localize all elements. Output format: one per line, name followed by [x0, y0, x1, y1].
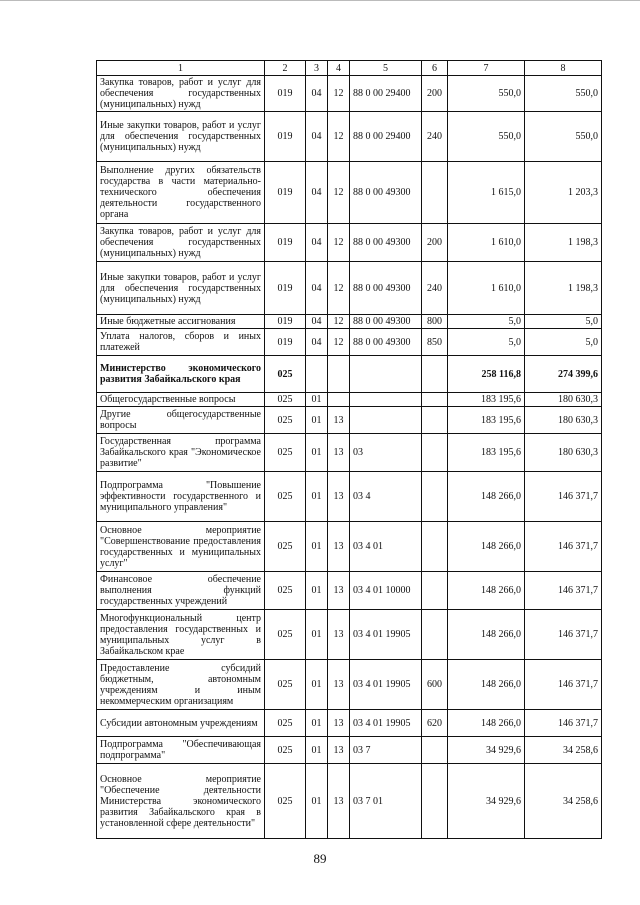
- row-csr-cell: 03 4 01 19905: [350, 660, 422, 710]
- row-vr-cell: [422, 407, 448, 434]
- row-pr-cell: 13: [328, 472, 350, 522]
- row-rz-cell: 01: [306, 737, 328, 764]
- row-csr-cell: 88 0 00 29400: [350, 112, 422, 162]
- row-name-cell: Министерство экономического развития Забайкальского края: [97, 356, 265, 393]
- row-csr-cell: 03 4: [350, 472, 422, 522]
- row-value-2019-cell: 183 195,6: [448, 434, 525, 472]
- row-name-cell: Закупка товаров, работ и услуг для обеспечения государственных (муниципальных) нужд: [97, 224, 265, 262]
- row-rz-cell: 01: [306, 393, 328, 407]
- row-rz-cell: 01: [306, 660, 328, 710]
- row-pr-cell: 13: [328, 407, 350, 434]
- row-rz-cell: 01: [306, 610, 328, 660]
- row-value-2020-cell: 146 371,7: [525, 522, 602, 572]
- row-name-cell: Выполнение других обязательств государства в части материально-технического обеспечения деятельности государственного органа: [97, 162, 265, 224]
- row-pr-cell: 12: [328, 162, 350, 224]
- table-row: [97, 76, 602, 112]
- row-csr-cell: 03: [350, 434, 422, 472]
- row-value-2020-cell: 34 258,6: [525, 764, 602, 839]
- row-name-cell: Подпрограмма "Обеспечивающая подпрограмма": [97, 737, 265, 764]
- row-pr-cell: 13: [328, 660, 350, 710]
- row-csr-cell: [350, 356, 422, 393]
- row-ved-cell: 019: [265, 162, 306, 224]
- row-ved-cell: 025: [265, 434, 306, 472]
- row-vr-cell: 240: [422, 262, 448, 315]
- row-ved-cell: 019: [265, 76, 306, 112]
- row-value-2020-cell: 5,0: [525, 329, 602, 356]
- row-value-2020-cell: 180 630,3: [525, 407, 602, 434]
- row-name-cell: Закупка товаров, работ и услуг для обеспечения государственных (муниципальных) нужд: [97, 76, 265, 112]
- row-name-cell: Иные бюджетные ассигнования: [97, 315, 265, 329]
- row-vr-cell: 240: [422, 112, 448, 162]
- row-pr-cell: 13: [328, 610, 350, 660]
- row-csr-cell: 03 7: [350, 737, 422, 764]
- row-rz-cell: 01: [306, 434, 328, 472]
- row-ved-cell: 019: [265, 112, 306, 162]
- row-rz-cell: 04: [306, 224, 328, 262]
- table-row: [97, 407, 602, 434]
- row-pr-cell: [328, 393, 350, 407]
- row-rz-cell: 01: [306, 522, 328, 572]
- row-name-cell: Иные закупки товаров, работ и услуг для обеспечения государственных (муниципальных) нужд: [97, 112, 265, 162]
- col-header-2: 2: [265, 61, 306, 76]
- row-pr-cell: 12: [328, 315, 350, 329]
- row-vr-cell: [422, 737, 448, 764]
- row-rz-cell: 04: [306, 112, 328, 162]
- table-row: [97, 329, 602, 356]
- row-value-2019-cell: 1 615,0: [448, 162, 525, 224]
- row-vr-cell: [422, 572, 448, 610]
- row-csr-cell: 88 0 00 49300: [350, 329, 422, 356]
- row-ved-cell: 025: [265, 610, 306, 660]
- row-rz-cell: 01: [306, 407, 328, 434]
- row-pr-cell: 13: [328, 710, 350, 737]
- table-row: [97, 162, 602, 224]
- row-ved-cell: 025: [265, 572, 306, 610]
- row-csr-cell: 88 0 00 49300: [350, 262, 422, 315]
- table-row: [97, 393, 602, 407]
- table-row: [97, 434, 602, 472]
- row-ved-cell: 025: [265, 660, 306, 710]
- row-value-2019-cell: 148 266,0: [448, 472, 525, 522]
- row-value-2020-cell: 1 198,3: [525, 224, 602, 262]
- table-row: [97, 764, 602, 839]
- row-value-2020-cell: 180 630,3: [525, 393, 602, 407]
- row-csr-cell: 88 0 00 49300: [350, 162, 422, 224]
- row-pr-cell: 12: [328, 76, 350, 112]
- row-value-2019-cell: 183 195,6: [448, 393, 525, 407]
- col-header-6: 6: [422, 61, 448, 76]
- table-row: [97, 315, 602, 329]
- row-value-2019-cell: 550,0: [448, 112, 525, 162]
- row-csr-cell: 03 7 01: [350, 764, 422, 839]
- row-value-2020-cell: 34 258,6: [525, 737, 602, 764]
- row-pr-cell: 13: [328, 737, 350, 764]
- page-number: 89: [313, 851, 327, 866]
- row-value-2020-cell: 146 371,7: [525, 572, 602, 610]
- row-vr-cell: [422, 610, 448, 660]
- row-csr-cell: 88 0 00 49300: [350, 315, 422, 329]
- row-value-2019-cell: 550,0: [448, 76, 525, 112]
- col-header-3: 3: [306, 61, 328, 76]
- row-value-2020-cell: 146 371,7: [525, 472, 602, 522]
- row-ved-cell: 025: [265, 764, 306, 839]
- row-rz-cell: 01: [306, 572, 328, 610]
- row-value-2019-cell: 148 266,0: [448, 572, 525, 610]
- row-ved-cell: 019: [265, 224, 306, 262]
- row-value-2020-cell: 1 198,3: [525, 262, 602, 315]
- row-csr-cell: [350, 393, 422, 407]
- table-row: [97, 356, 602, 393]
- row-ved-cell: 019: [265, 262, 306, 315]
- row-ved-cell: 019: [265, 315, 306, 329]
- row-value-2019-cell: 34 929,6: [448, 764, 525, 839]
- row-ved-cell: 025: [265, 393, 306, 407]
- table-row: [97, 610, 602, 660]
- col-header-1: 1: [97, 61, 265, 76]
- row-pr-cell: 12: [328, 329, 350, 356]
- row-name-cell: Общегосударственные вопросы: [97, 393, 265, 407]
- row-rz-cell: 04: [306, 262, 328, 315]
- table-row: [97, 472, 602, 522]
- row-vr-cell: [422, 434, 448, 472]
- row-csr-cell: 88 0 00 49300: [350, 224, 422, 262]
- row-value-2019-cell: 1 610,0: [448, 262, 525, 315]
- row-vr-cell: 200: [422, 224, 448, 262]
- row-value-2020-cell: 550,0: [525, 112, 602, 162]
- row-vr-cell: 600: [422, 660, 448, 710]
- row-pr-cell: 13: [328, 764, 350, 839]
- row-value-2019-cell: 5,0: [448, 329, 525, 356]
- row-name-cell: Иные закупки товаров, работ и услуг для обеспечения государственных (муниципальных) нужд: [97, 262, 265, 315]
- row-name-cell: Предоставление субсидий бюджетным, автономным учреждениям и иным некоммерческим организациям: [97, 660, 265, 710]
- col-header-5: 5: [350, 61, 422, 76]
- row-csr-cell: [350, 407, 422, 434]
- row-ved-cell: 019: [265, 329, 306, 356]
- row-csr-cell: 03 4 01 10000: [350, 572, 422, 610]
- header-row: [97, 61, 602, 76]
- row-ved-cell: 025: [265, 737, 306, 764]
- row-rz-cell: 04: [306, 329, 328, 356]
- table-row: [97, 112, 602, 162]
- row-value-2020-cell: 146 371,7: [525, 710, 602, 737]
- table-body: [97, 76, 602, 839]
- table-row: [97, 660, 602, 710]
- row-pr-cell: 12: [328, 112, 350, 162]
- row-csr-cell: 03 4 01: [350, 522, 422, 572]
- row-name-cell: Основное мероприятие "Совершенствование предоставления государственных и муниципальных услуг": [97, 522, 265, 572]
- table-row: [97, 224, 602, 262]
- row-value-2019-cell: 183 195,6: [448, 407, 525, 434]
- row-rz-cell: 04: [306, 315, 328, 329]
- table-row: [97, 737, 602, 764]
- row-value-2020-cell: 1 203,3: [525, 162, 602, 224]
- row-rz-cell: 04: [306, 162, 328, 224]
- row-name-cell: Финансовое обеспечение выполнения функций государственных учреждений: [97, 572, 265, 610]
- row-name-cell: Государственная программа Забайкальского края "Экономическое развитие": [97, 434, 265, 472]
- row-rz-cell: 04: [306, 76, 328, 112]
- row-value-2019-cell: 148 266,0: [448, 522, 525, 572]
- row-rz-cell: 01: [306, 710, 328, 737]
- row-pr-cell: 12: [328, 224, 350, 262]
- row-value-2019-cell: 5,0: [448, 315, 525, 329]
- row-value-2019-cell: 148 266,0: [448, 710, 525, 737]
- row-value-2020-cell: 274 399,6: [525, 356, 602, 393]
- budget-table: [96, 60, 602, 839]
- row-vr-cell: [422, 162, 448, 224]
- row-vr-cell: 800: [422, 315, 448, 329]
- row-rz-cell: 01: [306, 472, 328, 522]
- row-vr-cell: 850: [422, 329, 448, 356]
- row-vr-cell: 620: [422, 710, 448, 737]
- row-value-2020-cell: 146 371,7: [525, 660, 602, 710]
- row-name-cell: Субсидии автономным учреждениям: [97, 710, 265, 737]
- row-vr-cell: [422, 393, 448, 407]
- col-header-4: 4: [328, 61, 350, 76]
- table-row: [97, 262, 602, 315]
- row-ved-cell: 025: [265, 356, 306, 393]
- row-value-2019-cell: 258 116,8: [448, 356, 525, 393]
- row-value-2019-cell: 34 929,6: [448, 737, 525, 764]
- col-header-8: 8: [525, 61, 602, 76]
- table-row: [97, 522, 602, 572]
- row-value-2019-cell: 1 610,0: [448, 224, 525, 262]
- row-vr-cell: 200: [422, 76, 448, 112]
- row-pr-cell: [328, 356, 350, 393]
- row-csr-cell: 03 4 01 19905: [350, 710, 422, 737]
- table-row: [97, 710, 602, 737]
- row-value-2020-cell: 180 630,3: [525, 434, 602, 472]
- row-pr-cell: 13: [328, 434, 350, 472]
- row-name-cell: Уплата налогов, сборов и иных платежей: [97, 329, 265, 356]
- row-vr-cell: [422, 472, 448, 522]
- row-value-2019-cell: 148 266,0: [448, 660, 525, 710]
- row-name-cell: Другие общегосударственные вопросы: [97, 407, 265, 434]
- row-value-2020-cell: 550,0: [525, 76, 602, 112]
- row-ved-cell: 025: [265, 472, 306, 522]
- row-name-cell: Многофункциональный центр предоставления государственных и муниципальных услуг в Забайкальском крае: [97, 610, 265, 660]
- row-vr-cell: [422, 356, 448, 393]
- row-vr-cell: [422, 764, 448, 839]
- row-ved-cell: 025: [265, 710, 306, 737]
- page-top-edge: [0, 0, 640, 3]
- row-pr-cell: 12: [328, 262, 350, 315]
- row-pr-cell: 13: [328, 572, 350, 610]
- row-csr-cell: 88 0 00 29400: [350, 76, 422, 112]
- row-value-2020-cell: 146 371,7: [525, 610, 602, 660]
- row-value-2019-cell: 148 266,0: [448, 610, 525, 660]
- row-csr-cell: 03 4 01 19905: [350, 610, 422, 660]
- table-row: [97, 572, 602, 610]
- row-pr-cell: 13: [328, 522, 350, 572]
- row-rz-cell: [306, 356, 328, 393]
- row-value-2020-cell: 5,0: [525, 315, 602, 329]
- row-name-cell: Основное мероприятие "Обеспечение деятельности Министерства экономического развития Забайкальского края в установленной сфере деятельности": [97, 764, 265, 839]
- row-vr-cell: [422, 522, 448, 572]
- col-header-7: 7: [448, 61, 525, 76]
- row-name-cell: Подпрограмма "Повышение эффективности государственного и муниципального управления": [97, 472, 265, 522]
- row-ved-cell: 025: [265, 407, 306, 434]
- row-ved-cell: 025: [265, 522, 306, 572]
- row-rz-cell: 01: [306, 764, 328, 839]
